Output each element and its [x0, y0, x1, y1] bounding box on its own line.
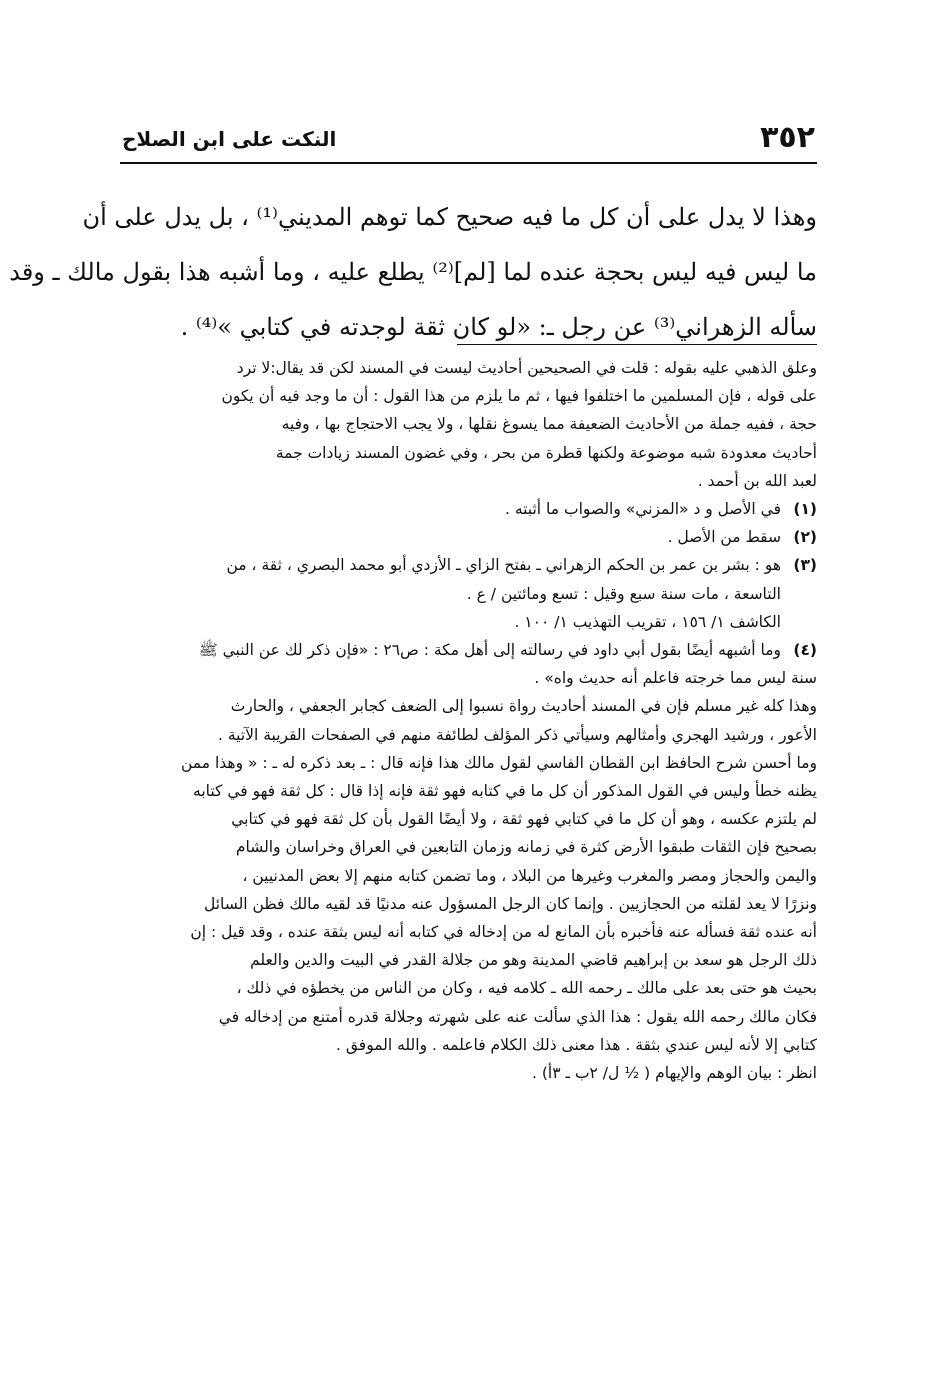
- main-text-line: ما ليس فيه ليس بحجة عنده لما [لم]⁽²⁾ يطلع عليه ، وما أشبه هذا بقول مالك ـ وقد: [9, 258, 817, 286]
- note-line: ذلك الرجل هو سعد بن إبراهيم قاضي المدينة وهو من جلالة القدر في البيت والدين والعلم: [250, 951, 817, 970]
- footnote-number: (٤): [793, 641, 817, 660]
- note-line: على قوله ، فإن المسلمين ما اختلفوا فيها ، ثم ما يلزم من هذا القول : أن ما وجد فيه أن يكون: [221, 387, 817, 406]
- footnote-continuation: [112, 354, 817, 495]
- note-line: الأعور ، ورشيد الهجري وأمثالهم وسيأتي ذكر المؤلف لطائفة منهم في الصفحات القريبة الآتية .: [217, 725, 817, 744]
- note-line: بصحيح فإن الثقات طبقوا الأرض كثرة في زمانه وزمان التابعين في العراق وخراسان والشام: [235, 838, 817, 857]
- note-line: وما أحسن شرح الحافظ ابن القطان الفاسي لقول مالك هذا فإنه قال : ـ بعد ذكره له ـ : « وهذا ممن: [180, 753, 817, 772]
- note-line: يظنه خطأ وليس في القول المذكور أن كل ما في كتابه فهو ثقة فإنه إذا قال : كل ثقة فهو في كتابه: [193, 782, 817, 801]
- note-line: حجة ، ففيه جملة من الأحاديث الضعيفة مما يسوغ نقلها ، ولا يجب الاحتجاج بها ، وفيه: [281, 415, 817, 434]
- footnote-3: [112, 551, 817, 636]
- footnote-4: [112, 636, 817, 1087]
- note-line: في الأصل و د «المزني» والصواب ما أثبته .: [504, 500, 781, 519]
- note-line: لم يلتزم عكسه ، وهو أن كل ما في كتابي فهو ثقة ، ولا أيضًا القول بأن كل ثقة فهو في كتابي: [231, 810, 817, 829]
- footnote-divider: [457, 344, 817, 345]
- note-line: سنة ليس مما خرجته فاعلم أنه حديث واه» .: [534, 669, 817, 688]
- note-line: هو : بشر بن عمر بن الحكم الزهراني ـ بفتح الزاي ـ الأزدي أبو محمد البصري ، ثقة ، من: [226, 556, 781, 575]
- note-line: أنه عنده ثقة فسأله عنه فأخبره بأن المانع له من إدخاله في كتابه أنه ليس بثقة عنده ، وقد قيل : إن: [190, 923, 817, 942]
- footnote-1: [112, 495, 817, 523]
- page-header: [120, 118, 817, 164]
- note-line: وهذا كله غير مسلم فإن في المسند أحاديث رواة نسبوا إلى الضعف كجابر الجعفي ، والحارث: [230, 697, 817, 716]
- note-line: واليمن والحجاز ومصر والمغرب وغيرها من البلاد ، وما تضمن كتابه منهم إلا بعض المدنيين ،: [242, 866, 817, 885]
- page-number: ٣٥٢: [760, 120, 815, 155]
- footnote-number: (٣): [793, 556, 817, 575]
- footnotes: [112, 354, 817, 1087]
- footnote-2: [112, 523, 817, 551]
- main-text-line: سأله الزهراني⁽³⁾ عن رجل ـ: «لو كان ثقة لوجدته في كتابي »⁽⁴⁾ .: [180, 313, 817, 341]
- note-line: بحيث هو حتى بعد على مالك ـ رحمه الله ـ كلامه فيه ، وكان من الناس من يخطؤه في ذلك ،: [236, 979, 817, 998]
- footnote-number: (١): [793, 500, 817, 519]
- running-title: النكت على ابن الصلاح: [122, 127, 337, 151]
- note-line: أحاديث معدودة شبه موضوعة ولكنها قطرة من بحر ، وفي غضون المسند زيادات جمة: [275, 443, 817, 462]
- note-line: الكاشف ١/ ١٥٦ ، تقريب التهذيب ١/ ١٠٠ .: [514, 612, 781, 631]
- note-line: ونزرًا لا يعد لقلته من الحجازيين . وإنما كان الرجل المسؤول عنه مدنيًا قد لقيه مالك فظن السائل: [203, 894, 817, 913]
- note-line: كتابي إلا لأنه ليس عندي بثقة . هذا معنى ذلك الكلام فاعلمه . والله الموفق .: [336, 1035, 817, 1054]
- note-line: انظر : بيان الوهم والإيهام ( ½ ل/ ٢ب ـ ٣أ) .: [532, 1064, 817, 1083]
- main-text-line: وهذا لا يدل على أن كل ما فيه صحيح كما توهم المديني⁽¹⁾ ، بل يدل على أن: [82, 203, 817, 231]
- note-line: فكان مالك رحمه الله يقول : هذا الذي سألت عنه على شهرته وجلالة قدره أمتنع من إدخاله في: [218, 1007, 817, 1026]
- note-line: وعلق الذهبي عليه بقوله : قلت في الصحيحين أحاديث ليست في المسند لكن قد يقال:لا ترد: [236, 359, 817, 377]
- note-line: وما أشبهه أيضًا بقول أبي داود في رسالته إلى أهل مكة : ص٢٦ : «فإن ذكر لك عن النبي ﷺ: [198, 641, 781, 660]
- note-line: لعبد الله بن أحمد .: [697, 471, 817, 490]
- footnote-number: (٢): [793, 528, 817, 547]
- main-text: [9, 190, 817, 355]
- note-line: سقط من الأصل .: [667, 528, 781, 547]
- note-line: التاسعة ، مات سنة سبع وقيل : تسع ومائتين / ع .: [466, 584, 781, 603]
